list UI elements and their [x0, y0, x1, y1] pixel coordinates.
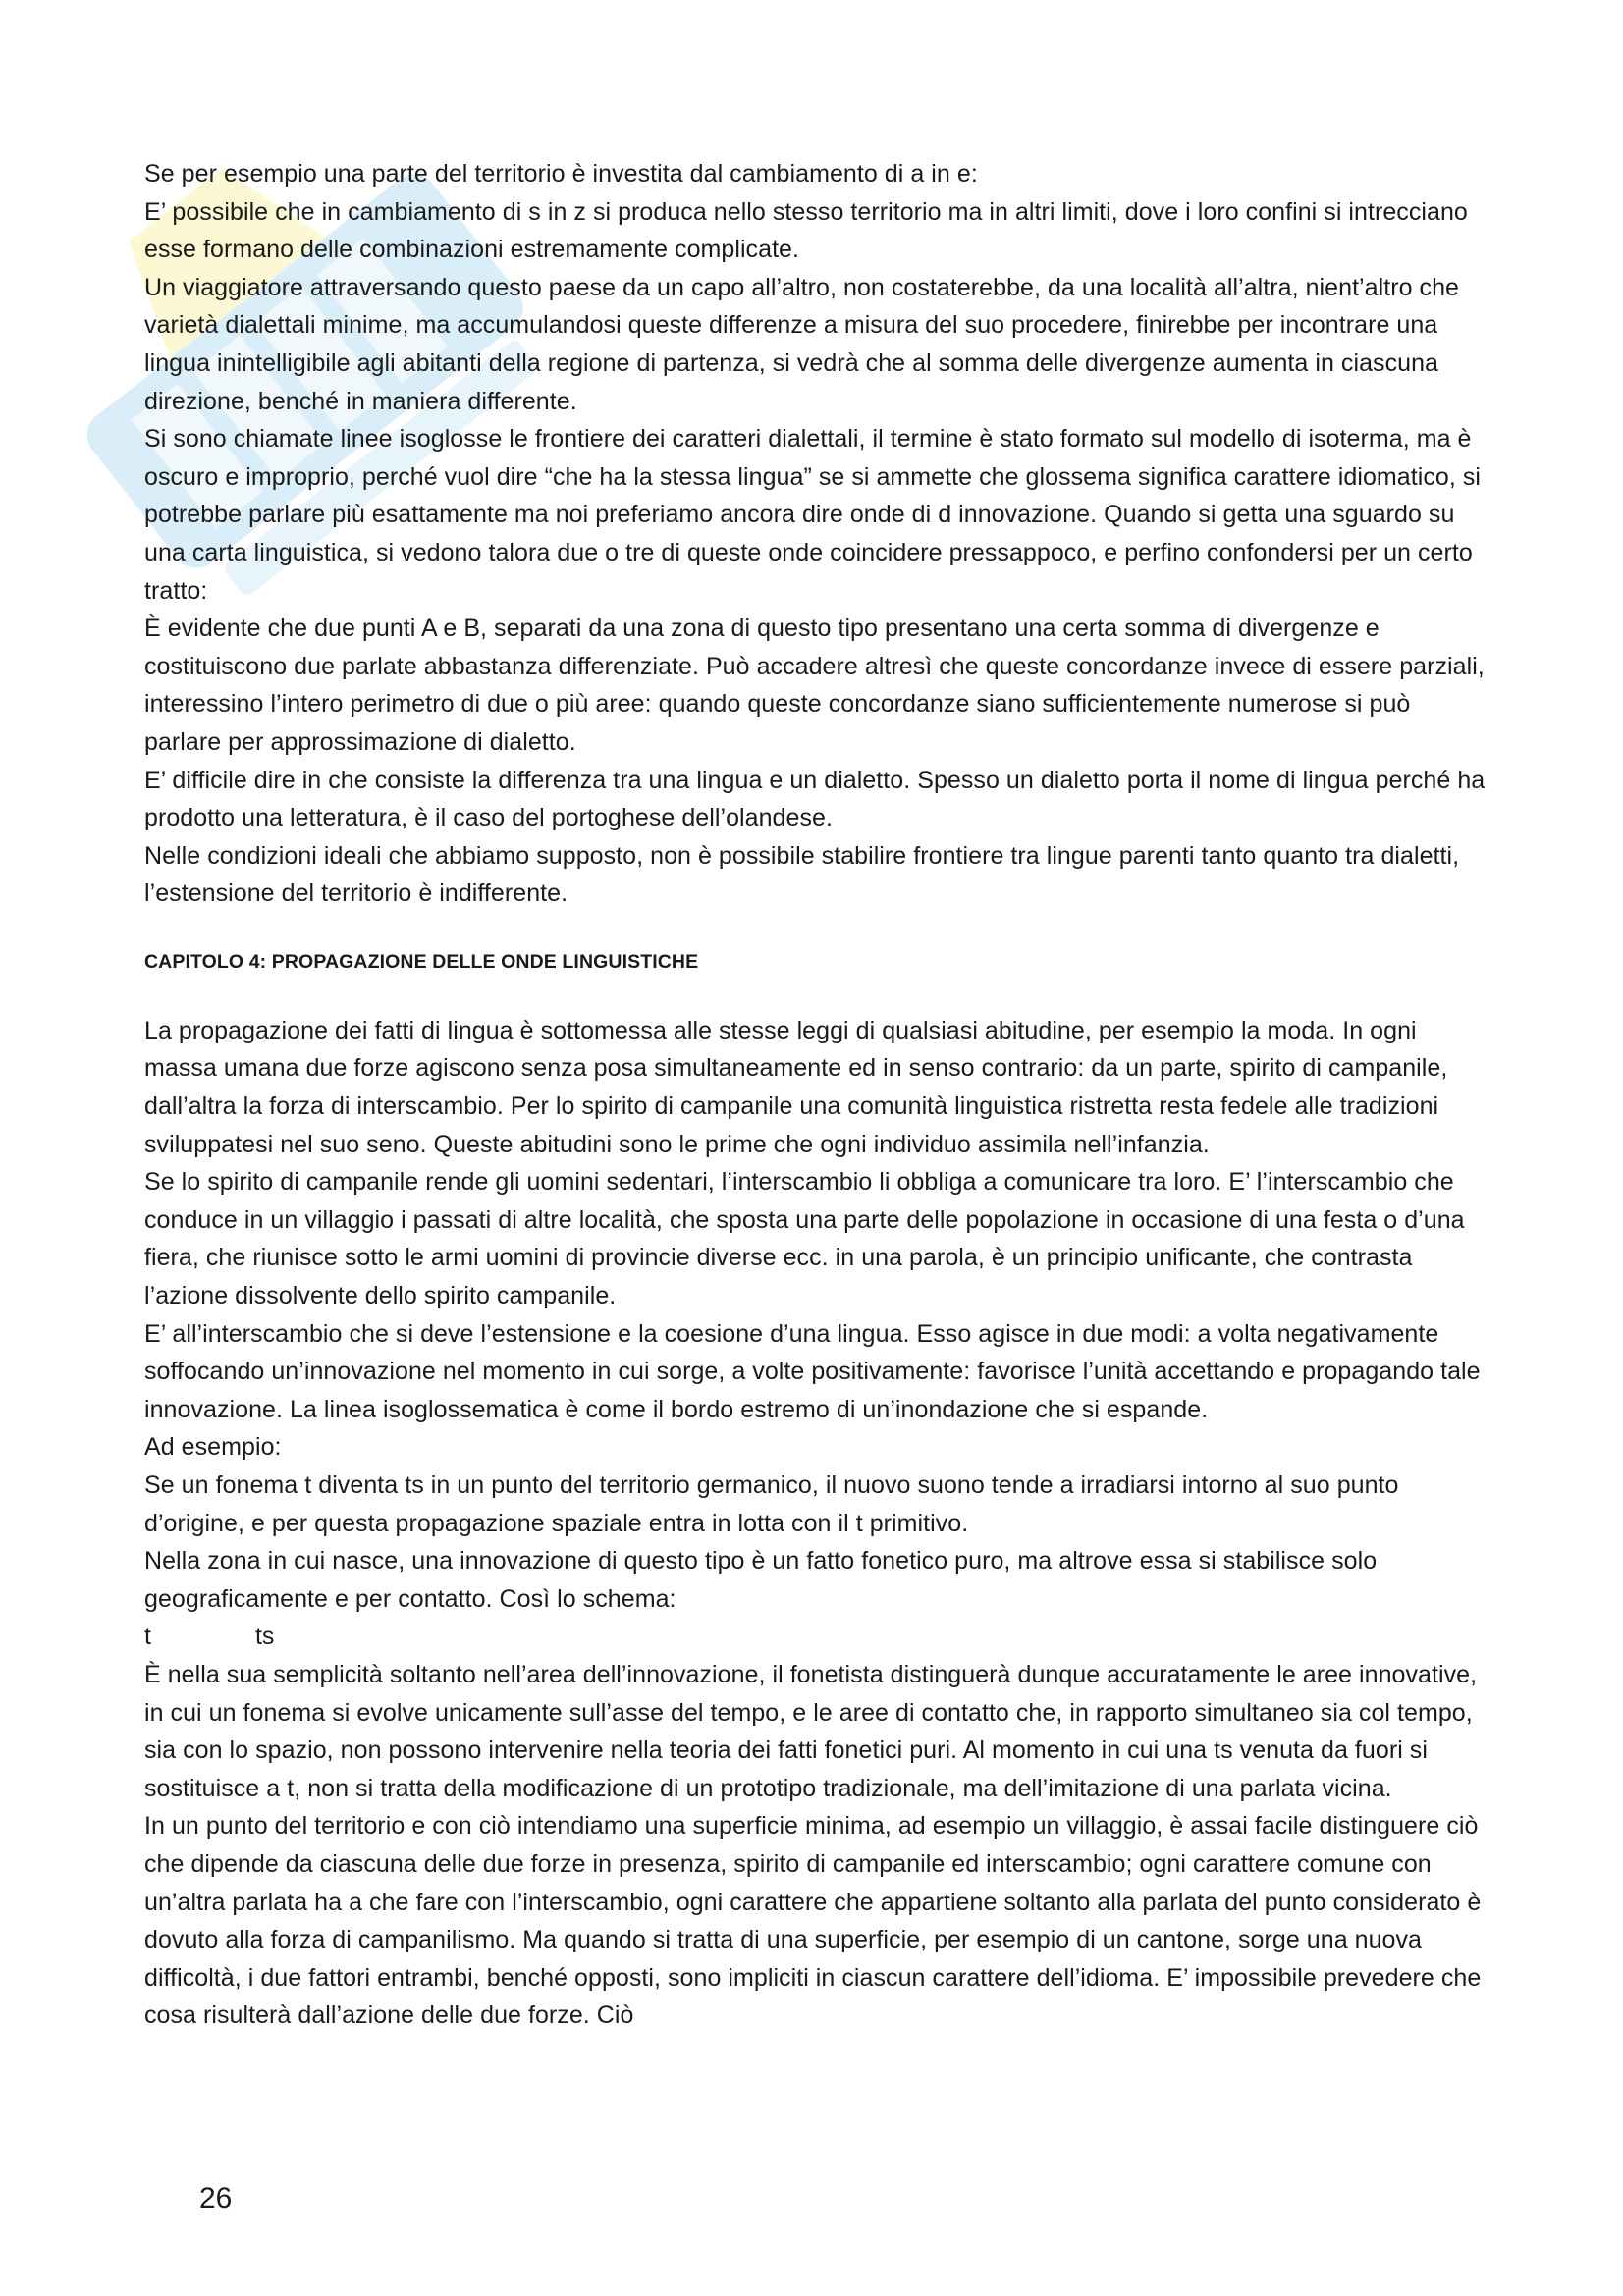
paragraph: Un viaggiatore attraversando questo paese da un capo all’altro, non costaterebbe, da una località all’altra, nient’altro che varietà dialettali minime, ma accumulandosi queste differenze a misura del suo procedere, finirebbe per incontrare una lingua inintelligibile agli abitanti della regione di partenza, si vedrà che al somma delle divergenze aumenta in ciascuna direzione, benché in maniera differente.: [144, 273, 1459, 415]
paragraph: E’ possibile che in cambiamento di s in z si produca nello stesso territorio ma in altri limiti, dove i loro confini si intrecciano esse formano delle combinazioni estremamente complicate.: [144, 197, 1468, 264]
paragraph: In un punto del territorio e con ciò intendiamo una superficie minima, ad esempio un villaggio, è assai facile distinguere ciò che dipende da ciascuna delle due forze in presenza, spirito di campanile ed interscambio; ogni carattere comune con un’altra parlata ha a che fare con l’interscambio, ogni carattere che appartiene soltanto alla parlata del punto considerato è dovuto alla forza di campanilismo. Ma quando si tratta di una superficie, per esempio di un cantone, sorge una nuova difficoltà, i due fattori entrambi, benché opposti, sono impliciti in ciascun carattere dell’idioma. E’ impossibile prevedere che cosa risulterà dall’azione delle due forze. Ciò: [144, 1812, 1482, 2030]
paragraph: La propagazione dei fatti di lingua è sottomessa alle stesse leggi di qualsiasi abitudine, per esempio la moda. In ogni massa umana due forze agiscono senza posa simultaneamente ed in senso contrario: da un parte, spirito di campanile, dall’altra la forza di interscambio. Per lo spirito di campanile una comunità linguistica ristretta resta fedele alle tradizioni sviluppatesi nel suo seno. Queste abitudini sono le prime che ogni individuo assimila nell’infanzia.: [144, 1016, 1448, 1158]
paragraph: E’ all’interscambio che si deve l’estensione e la coesione d’una lingua. Esso agisce in due modi: a volta negativamente soffocando un’innovazione nel momento in cui sorge, a volte positivamente: favorisce l’unità accettando e propagando tale innovazione. La linea isoglossematica è come il bordo estremo di un’inondazione che si espande.: [144, 1319, 1481, 1423]
paragraph: Nella zona in cui nasce, una innovazione di questo tipo è un fatto fonetico puro, ma altrove essa si stabilisce solo geograficamente e per contatto. Così lo schema:: [144, 1547, 1378, 1613]
paragraph: Se lo spirito di campanile rende gli uomini sedentari, l’interscambio li obbliga a comunicare tra loro. E’ l’interscambio che conduce in un villaggio i passati di altre località, che sposta una parte delle popolazione in occasione di una festa o d’una fiera, che riunisce sotto le armi uomini di provincie diverse ecc. in una parola, è un principio unificante, che contrasta l’azione dissolvente dello spirito campanile.: [144, 1168, 1465, 1310]
paragraph: Si sono chiamate linee isoglosse le frontiere dei caratteri dialettali, il termine è stato formato sul modello di isoterma, ma è oscuro e improprio, perché vuol dire “che ha la stessa lingua” se si ammette che glossema significa carattere idiomatico, si potrebbe parlare più esattamente ma noi preferiamo ancora dire onde di d innovazione. Quando si getta una sguardo su una carta linguistica, si vedono talora due o tre di queste onde coincidere pressappoco, e perfino confondersi per un certo tratto:: [144, 425, 1481, 605]
schema-line: [144, 1618, 1489, 1656]
schema-left: t: [144, 1623, 151, 1651]
paragraph: È evidente che due punti A e B, separati da una zona di questo tipo presentano una certa somma di divergenze e costituiscono due parlate abbastanza differenziate. Può accadere altresì che queste concordanze invece di essere parziali, interessino l’intero perimetro di due o più aree: quando queste concordanze siano sufficientemente numerose si può parlare per approssimazione di dialetto.: [144, 614, 1485, 756]
paragraph: È nella sua semplicità soltanto nell’area dell’innovazione, il fonetista distinguerà dunque accuratamente le aree innovative, in cui un fonema si evolve unicamente sull’asse del tempo, e le aree di contatto che, in rapporto simultaneo sia col tempo, sia con lo spazio, non possono intervenire nella teoria dei fatti fonetici puri. Al momento in cui una ts venuta da fuori si sostituisce a t, non si tratta della modificazione di un prototipo tradizionale, ma dell’imitazione di una parlata vicina.: [144, 1660, 1478, 1802]
paragraph: Se un fonema t diventa ts in un punto del territorio germanico, il nuovo suono tende a irradiarsi intorno al suo punto d’origine, e per questa propagazione spaziale entra in lotta con il t primitivo.: [144, 1471, 1399, 1537]
document-body: [144, 155, 1489, 2035]
paragraph: Nelle condizioni ideali che abbiamo supposto, non è possibile stabilire frontiere tra lingue parenti tanto quanto tra dialetti, l’estensione del territorio è indifferente.: [144, 841, 1460, 908]
chapter-heading: CAPITOLO 4: PROPAGAZIONE DELLE ONDE LINGUISTICHE: [144, 950, 699, 973]
paragraph: E’ difficile dire in che consiste la differenza tra una lingua e un dialetto. Spesso un dialetto porta il nome di lingua perché ha prodotto una letteratura, è il caso del portoghese dell’olandese.: [144, 766, 1486, 832]
paragraph: Se per esempio una parte del territorio è investita dal cambiamento di a in e:: [144, 160, 978, 187]
paragraph: Ad esempio:: [144, 1433, 282, 1462]
page-number: 26: [199, 2182, 233, 2215]
schema-right: ts: [254, 1623, 275, 1651]
